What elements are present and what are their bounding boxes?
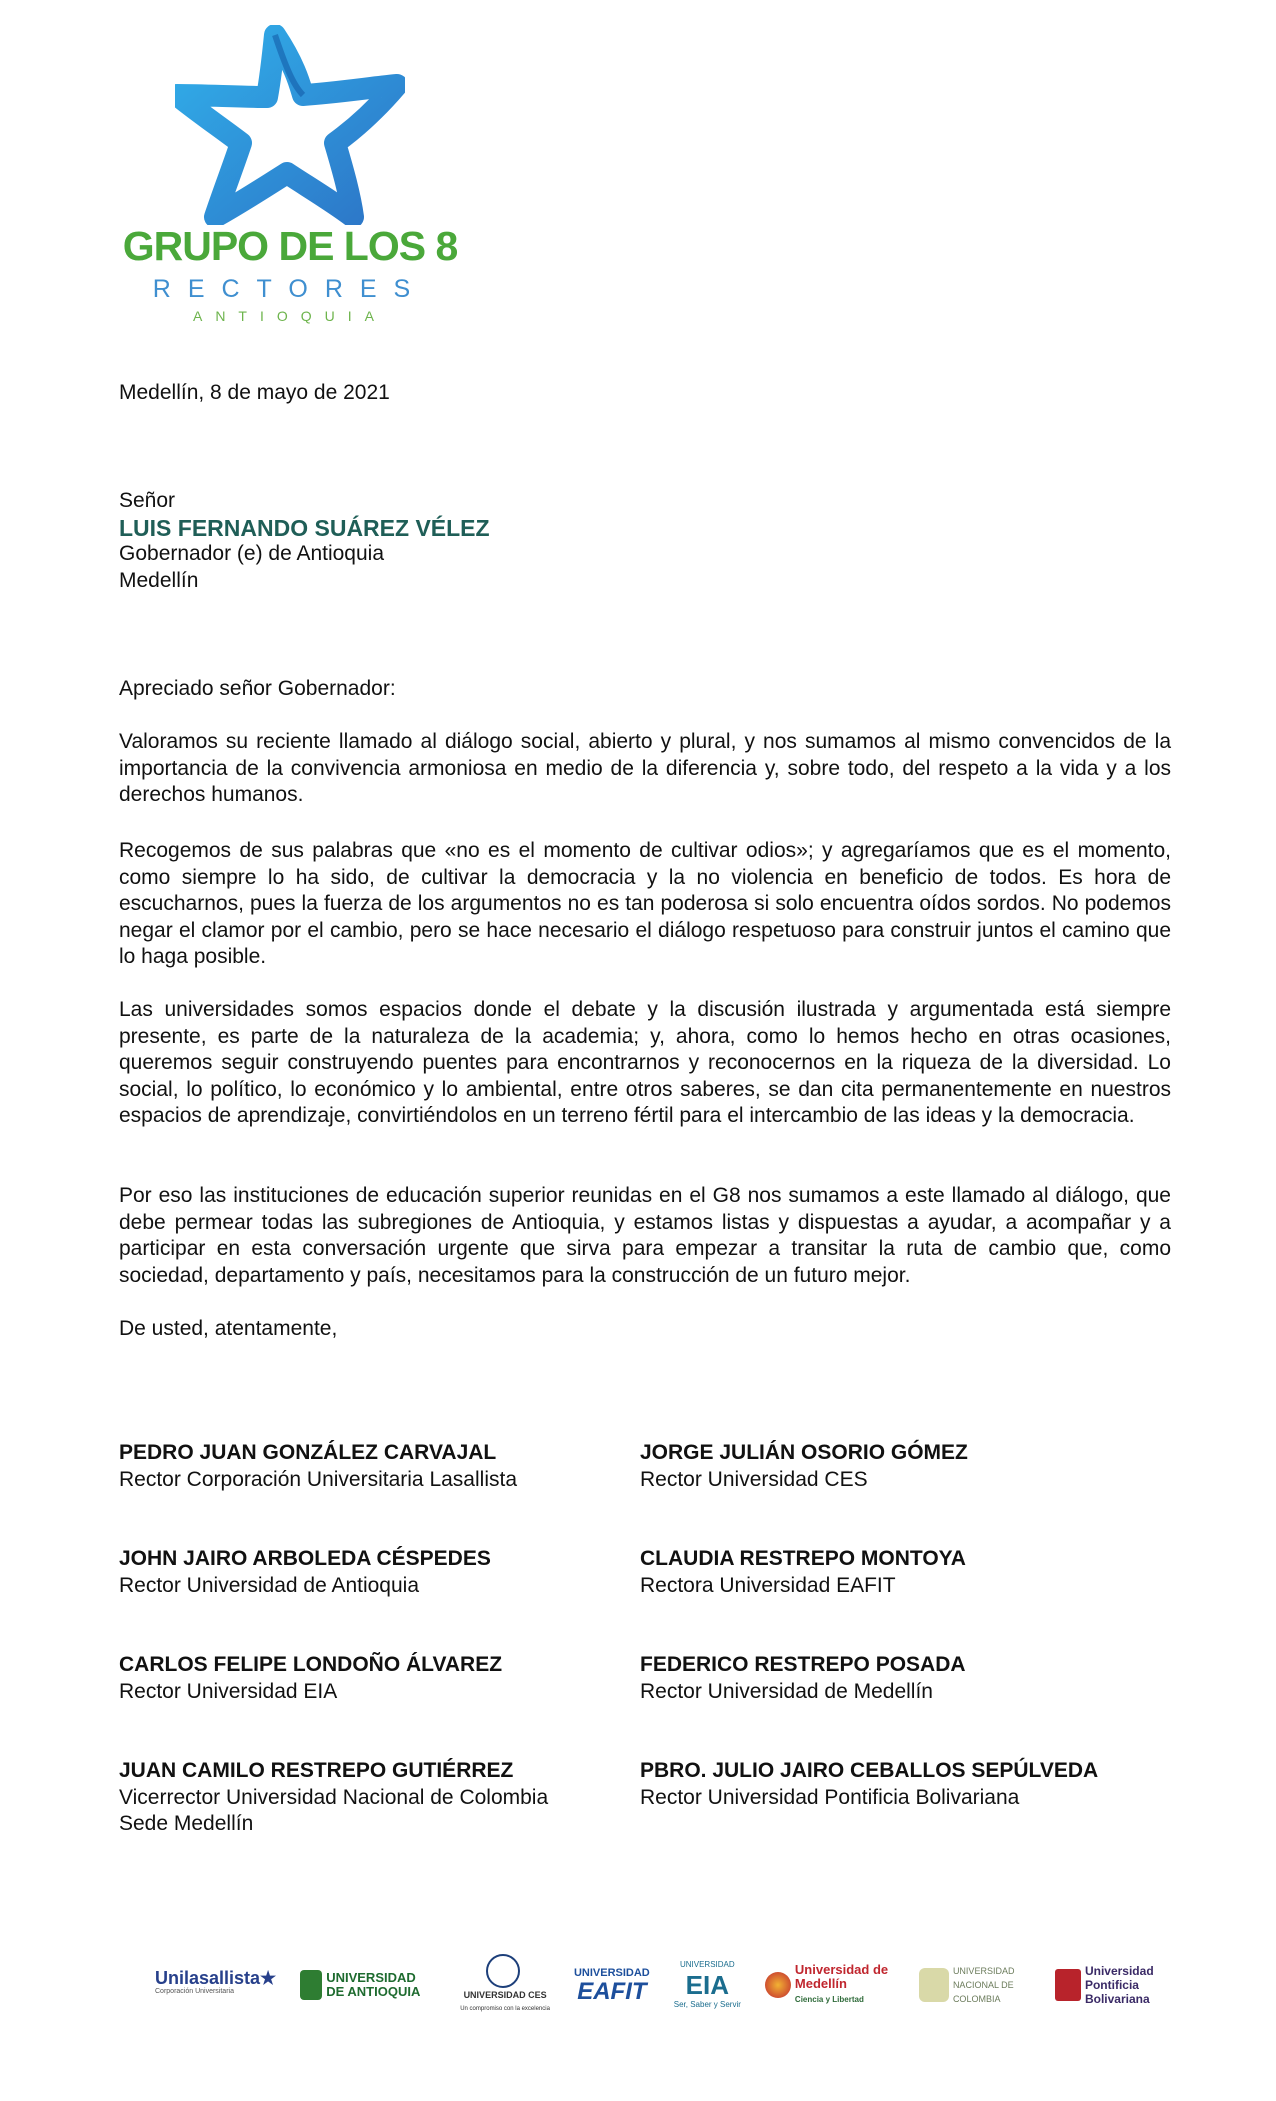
- signer-name: JUAN CAMILO RESTREPO GUTIÉRREZ: [119, 1759, 514, 1782]
- logo-name: Universidad de Medellín: [794, 1962, 889, 1991]
- signature-block: [640, 1546, 1200, 1599]
- logo-name: UNIVERSIDAD DE ANTIOQUIA: [326, 1970, 421, 1999]
- signature-block: [640, 1652, 1200, 1705]
- signer-title: Vicerrector Universidad Nacional de Colombia: [119, 1785, 549, 1809]
- logo-name-2: EIA: [685, 1970, 729, 2000]
- signature-block: [640, 1758, 1200, 1811]
- logo-upb: [1055, 1964, 1165, 2006]
- logo-name: UNIVERSIDAD: [679, 1960, 735, 1969]
- logo-eia: [674, 1958, 741, 2012]
- signer-title: Rector Universidad EIA: [119, 1679, 338, 1703]
- signer-title: Rector Universidad CES: [640, 1467, 868, 1491]
- body-paragraph-4: Por eso las instituciones de educación superior reunidas en el G8 nos sumamos a este llamado al diálogo, que debe permear todas las subregiones de Antioquia, y estamos listas y dispuestas a ayudar, a acompañar y a participar en esta conversación urgente que sirva para empezar a transitar la ruta de cambio que, como sociedad, departamento y país, necesitamos para la construcción de un futuro mejor.: [119, 1184, 1171, 1287]
- logo-eafit: [574, 1966, 650, 2004]
- recipient-name: LUIS FERNANDO SUÁREZ VÉLEZ: [119, 514, 490, 541]
- recipient-block: [119, 488, 1171, 594]
- logo-unal: [919, 1964, 1031, 2006]
- recipient-salutation: Señor: [119, 489, 176, 512]
- letterhead-subtitle: RECTORES: [152, 275, 428, 303]
- letterhead-logo: [115, 25, 475, 324]
- signer-title: Rector Corporación Universitaria Lasallista: [119, 1467, 517, 1491]
- letterhead-region: ANTIOQUIA: [192, 308, 387, 324]
- signer-title: Rector Universidad de Medellín: [640, 1679, 933, 1703]
- star-logo-icon: [175, 25, 405, 225]
- logo-subtitle: Ciencia y Libertad: [794, 1995, 864, 2004]
- letter-date: Medellín, 8 de mayo de 2021: [119, 381, 390, 404]
- logo-subtitle: Ser, Saber y Servir: [673, 2000, 741, 2009]
- signer-title: Rector Universidad Pontificia Bolivariana: [640, 1785, 1020, 1809]
- signer-name: PEDRO JUAN GONZÁLEZ CARVAJAL: [119, 1441, 497, 1464]
- footer-logos: [155, 1950, 1165, 2020]
- udea-emblem-icon: [300, 1970, 322, 2000]
- logo-name: UNIVERSIDAD CES: [463, 1990, 547, 2000]
- star-icon: ★: [260, 1968, 277, 1988]
- signer-name: JOHN JAIRO ARBOLEDA CÉSPEDES: [119, 1547, 491, 1570]
- signature-block: [640, 1440, 1200, 1493]
- logo-name: Universidad Pontificia Bolivariana: [1084, 1964, 1154, 2006]
- logo-subtitle: Corporación Universitaria: [155, 1988, 234, 1995]
- logo-subtitle: Un compromiso con la excelencia: [460, 2006, 550, 2012]
- signer-name: FEDERICO RESTREPO POSADA: [640, 1653, 966, 1676]
- upb-shield-icon: [1055, 1969, 1081, 2001]
- signer-name: CARLOS FELIPE LONDOÑO ÁLVAREZ: [119, 1653, 503, 1676]
- logo-name: UNIVERSIDAD: [573, 1967, 650, 1979]
- signer-name: JORGE JULIÁN OSORIO GÓMEZ: [640, 1441, 968, 1464]
- signer-title-line2: Sede Medellín: [119, 1812, 254, 1835]
- signer-name: CLAUDIA RESTREPO MONTOYA: [640, 1547, 966, 1570]
- signer-title: Rector Universidad de Antioquia: [119, 1573, 420, 1597]
- letterhead-title: GRUPO DE LOS 8: [122, 223, 458, 269]
- unal-seal-icon: [919, 1968, 949, 2002]
- udem-emblem-icon: [765, 1972, 791, 1998]
- signature-block: [119, 1440, 679, 1493]
- signature-block: [119, 1652, 679, 1705]
- recipient-role: Gobernador (e) de Antioquia: [119, 542, 385, 565]
- logo-ces: [460, 1954, 550, 2016]
- body-paragraph-2: Recogemos de sus palabras que «no es el momento de cultivar odios»; y agregaríamos que es el momento, como siempre lo ha sido, de cultivar la democracia y la no violencia en beneficio de todos. Es hora de escucharnos, pues la fuerza de los argumentos no es tan poderosa si solo encuentra oídos sordos. No podemos negar el clamor por el cambio, pero se hace necesario el diálogo respetuoso para construir juntos el camino que lo haga posible.: [119, 839, 1171, 968]
- logo-udem: [765, 1963, 895, 2007]
- logo-name: Unilasallista: [155, 1968, 261, 1988]
- signer-title: Rectora Universidad EAFIT: [640, 1573, 896, 1597]
- recipient-city: Medellín: [119, 568, 199, 592]
- letter-closing: De usted, atentamente,: [119, 1317, 338, 1340]
- signer-name: PBRO. JULIO JAIRO CEBALLOS SEPÚLVEDA: [640, 1759, 1099, 1782]
- logo-name: UNIVERSIDAD NACIONAL DE COLOMBIA: [952, 1966, 1015, 2004]
- logo-unilasallista: [155, 1968, 277, 1999]
- body-paragraph-3: Las universidades somos espacios donde el debate y la discusión ilustrada y argumentada está siempre presente, es parte de la naturaleza de la academia; y, ahora, como lo hemos hecho en otras ocasiones, queremos seguir construyendo puentes para encontrarnos y reconocernos en la riqueza de la diversidad. Lo social, lo político, lo económico y lo ambiental, entre otros saberes, se dan cita permanentemente en nuestros espacios de aprendizaje, convirtiéndolos en un terreno fértil para el intercambio de las ideas y la democracia.: [119, 998, 1171, 1127]
- logo-name-2: EAFIT: [577, 1978, 647, 2005]
- body-paragraph-1: Valoramos su reciente llamado al diálogo social, abierto y plural, y nos sumamos al mismo convencidos de la importancia de la convivencia armoniosa en medio de la diferencia y, sobre todo, del respeto a la vida y a los derechos humanos.: [119, 730, 1171, 806]
- logo-udea: [300, 1970, 436, 2000]
- ces-seal-icon: [486, 1954, 520, 1988]
- letter-greeting: Apreciado señor Gobernador:: [119, 677, 396, 700]
- signature-block: [119, 1546, 679, 1599]
- signature-block: [119, 1758, 679, 1838]
